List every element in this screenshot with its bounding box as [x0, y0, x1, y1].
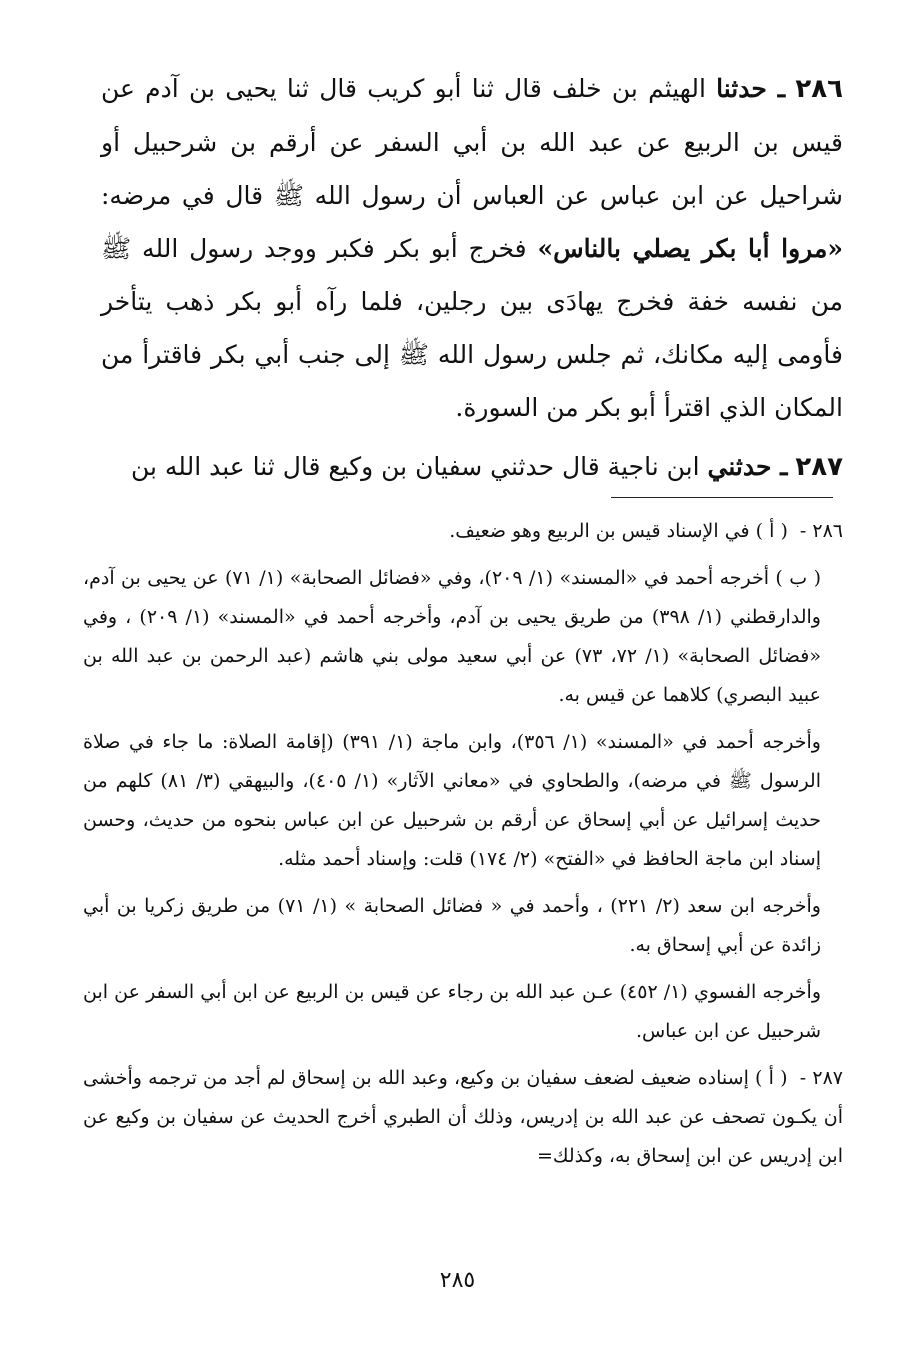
footnote-287-a — [83, 1059, 843, 1176]
footnote-number: ٢٨٦ - — [799, 520, 843, 542]
hadith-286 — [101, 62, 843, 434]
hadith-text: فخرج أبو بكر فكبر ووجد رسول الله ﷺ من نفسه خفة فخرج يهادَى بين رجلين، فلما رآه أبو بكر ذهب يتأخر فأومى إليه مكانك، ثم جلس رسول الله ﷺ إلى جنب أبي بكر فاقترأ من المكان الذي اقترأ أبو بكر من السورة. — [101, 234, 843, 422]
hadith-intro: ـ حدثنا — [716, 74, 786, 103]
hadith-number: ٢٨٦ — [795, 74, 843, 104]
footnote-286-d: وأخرجه ابن سعد (٢/ ٢٢١) ، وأحمد في « فضائل الصحابة » (١/ ٧١) من طريق زكريا بن أبي زائدة عن أبي إسحاق به. — [83, 895, 821, 956]
footnote-divider — [611, 497, 833, 498]
footnote-text: ( أ ) إسناده ضعيف لضعف سفيان بن وكيع، وعبد الله بن إسحاق لم أجد من ترجمه وأخشى أن يكـون تصحف عن عبد الله بن إدريس، وذلك أن الطبري أخرج الحديث عن سفيان بن وكيع عن ابن إدريس عن ابن إسحاق به، وكذلك= — [83, 1067, 843, 1167]
footnote-286-b: ( ب ) أخرجه أحمد في «المسند» (١/ ٢٠٩)، وفي «فضائل الصحابة» (١/ ٧١) عن يحيى بن آدم، والدارقطني (١/ ٣٩٨) من طريق يحيى بن آدم، وأخرجه أحمد في «المسند» (١/ ٢٠٩) ، وفي «فضائل الصحابة» (١/ ٧٢، ٧٣) عن أبي سعيد مولى بني هاشم (عبد الرحمن بن عبد الله بن عبيد البصري) كلاهما عن قيس به. — [83, 567, 821, 706]
hadith-quote: «مروا أبا بكر يصلي بالناس» — [537, 234, 843, 263]
hadith-287 — [101, 440, 843, 494]
footnote-286-a — [83, 512, 843, 551]
footnote-text: ( أ ) في الإسناد قيس بن الربيع وهو ضعيف. — [449, 520, 788, 542]
hadith-text: الهيثم بن خلف قال ثنا أبو كريب قال ثنا يحيى بن آدم عن قيس بن الربيع عن عبد الله بن أبي السفر عن أرقم بن شرحبيل أو شراحيل عن ابن عباس عن العباس أن رسول الله ﷺ قال في مرضه: — [101, 74, 843, 210]
hadith-text: ابن ناجية قال حدثني سفيان بن وكيع قال ثنا عبد الله بن — [130, 452, 708, 481]
page-number: ٢٨٥ — [439, 1268, 476, 1293]
footnote-286-e: وأخرجه الفسوي (١/ ٤٥٢) عـن عبد الله بن رجاء عن قيس بن الربيع عن ابن أبي السفر عن ابن شرحبيل عن ابن عباس. — [83, 981, 822, 1042]
footnote-number: ٢٨٧ - — [799, 1067, 843, 1089]
footnotes — [83, 512, 843, 1184]
hadith-number: ٢٨٧ — [795, 452, 843, 482]
main-text — [101, 62, 843, 500]
hadith-intro: ـ حدثني — [707, 452, 788, 481]
footnote-286-c: وأخرجه أحمد في «المسند» (١/ ٣٥٦)، وابن ماجة (١/ ٣٩١) (إقامة الصلاة: ما جاء في صلاة الرسول ﷺ في مرضه)، والطحاوي في «معاني الآثار» (١/ ٤٠٥)، والبيهقي (٣/ ٨١) كلهم من حديث إسرائيل عن أبي إسحاق عن أرقم بن شرحبيل عن ابن عباس بنحوه من حديث، وحسن إسناد ابن ماجة الحافظ في «الفتح» (٢/ ١٧٤) قلت: وإسناد أحمد مثله. — [83, 731, 821, 870]
